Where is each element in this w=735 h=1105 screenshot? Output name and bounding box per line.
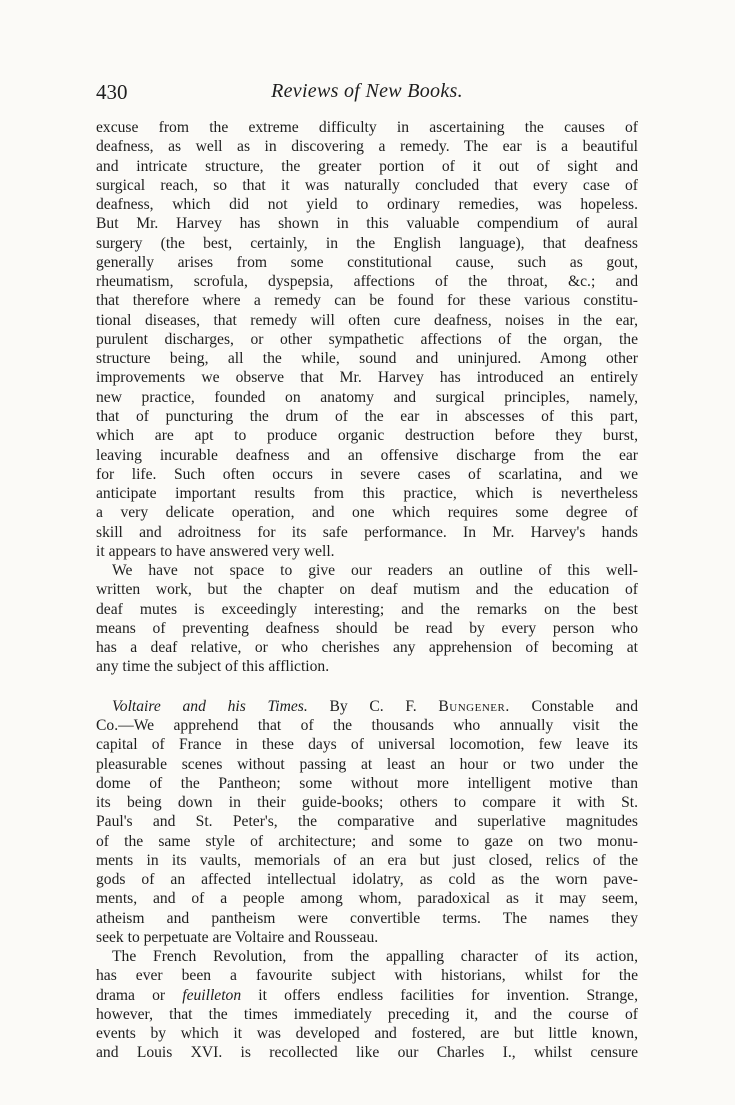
text-line: But Mr. Harvey has shown in this valuable compendium of aural bbox=[96, 215, 638, 233]
review-heading-line bbox=[96, 697, 638, 716]
text-line: anticipate important results from this practice, which is nevertheless bbox=[96, 485, 638, 503]
text-line: structure being, all the while, sound and uninjured. Among other bbox=[96, 350, 638, 368]
text-line: ments, and of a people among whom, paradoxical as it may seem, bbox=[96, 890, 638, 908]
text-line: dome of the Pantheon; some without more intelligent motive than bbox=[96, 774, 638, 792]
text-line: a very delicate operation, and one which requires some degree of bbox=[96, 504, 638, 522]
review-voltaire bbox=[96, 697, 638, 947]
text-line: seek to perpetuate are Voltaire and Rousseau. bbox=[96, 928, 379, 946]
text-line: that of puncturing the drum of the ear in abscesses of this part, bbox=[96, 407, 638, 425]
text-line: purulent discharges, or other sympathetic affections of the organ, the bbox=[96, 330, 638, 348]
text-line: for life. Such often occurs in severe cases of scarlatina, and we bbox=[96, 465, 638, 483]
text-line: surgical reach, so that it was naturally concluded that every case of bbox=[96, 176, 638, 194]
text-span: it offers endless facilities for invention. Strange, bbox=[258, 986, 638, 1004]
text-line: leaving incurable deafness and an offensive discharge from the ear bbox=[96, 446, 638, 464]
italic-word: feuilleton bbox=[182, 986, 242, 1004]
text-line: has a deaf relative, or who cherishes any apprehension of becoming at bbox=[96, 639, 638, 657]
text-line: ments in its vaults, memorials of an era but just closed, relics of the bbox=[96, 851, 638, 869]
text-line: Paul's and St. Peter's, the comparative and superlative magnitudes bbox=[96, 813, 638, 831]
text-line: deafness, which did not yield to ordinary remedies, was hopeless. bbox=[96, 196, 638, 214]
text-line: its being down in their guide-books; others to compare it with St. bbox=[96, 794, 638, 812]
section-gap bbox=[96, 677, 638, 697]
running-title: Reviews of New Books. bbox=[271, 80, 463, 102]
text-line: atheism and pantheism were convertible terms. The names they bbox=[96, 909, 638, 927]
text-line: means of preventing deafness should be read by every person who bbox=[96, 619, 638, 637]
text-line: new practice, founded on anatomy and surgical principles, namely, bbox=[96, 388, 638, 406]
text-line: excuse from the extreme difficulty in ascertaining the causes of bbox=[96, 119, 638, 136]
text-line: it appears to have answered very well. bbox=[96, 542, 335, 560]
page-header bbox=[96, 80, 638, 110]
author-name: Bungener. bbox=[438, 697, 510, 715]
text-span: drama or bbox=[96, 986, 166, 1004]
text-line: surgery (the best, certainly, in the English language), that deafness bbox=[96, 234, 638, 252]
text-line: skill and adroitness for its safe performance. In Mr. Harvey's hands bbox=[96, 523, 638, 541]
text-line: that therefore where a remedy can be found for these various constitu- bbox=[96, 292, 638, 310]
text-line: events by which it was developed and fostered, are but little known, bbox=[96, 1025, 638, 1043]
text-line: rheumatism, scrofula, dyspepsia, affections of the throat, &c.; and bbox=[96, 273, 638, 291]
text-line: gods of an affected intellectual idolatry, as cold as the worn pave- bbox=[96, 871, 638, 889]
paragraph-hearing bbox=[96, 118, 638, 561]
text-line: pleasurable scenes without passing at least an hour or two under the bbox=[96, 755, 638, 773]
text-line: We have not space to give our readers an outline of this well- bbox=[112, 562, 638, 580]
publisher: Constable and bbox=[531, 697, 638, 715]
text-line: deafness, as well as in discovering a remedy. The ear is a beautiful bbox=[96, 138, 638, 156]
text-line: and Louis XVI. is recollected like our Charles I., whilst censure bbox=[96, 1044, 638, 1062]
by-line: By C. F. bbox=[329, 697, 417, 715]
text-line: which are apt to produce organic destruction before they burst, bbox=[96, 427, 638, 445]
text-line: however, that the times immediately preceding it, and the course of bbox=[96, 1005, 638, 1023]
text-line: improvements we observe that Mr. Harvey has introduced an entirely bbox=[96, 369, 638, 387]
text-line: has ever been a favourite subject with historians, whilst for the bbox=[96, 967, 638, 985]
book-title: Voltaire and his Times. bbox=[112, 697, 308, 715]
page-number: 430 bbox=[96, 80, 128, 104]
text-line: deaf mutes is exceedingly interesting; and the remarks on the best bbox=[96, 600, 638, 618]
text-line: The French Revolution, from the appalling character of its action, bbox=[112, 948, 638, 966]
text-line: capital of France in these days of universal locomotion, few leave its bbox=[96, 736, 638, 754]
body-text bbox=[96, 118, 638, 1063]
paragraph-french-revolution bbox=[96, 947, 638, 1063]
paragraph-deaf-mutism bbox=[96, 561, 638, 677]
text-line bbox=[96, 986, 638, 1005]
text-line: tional diseases, that remedy will often cure deafness, noises in the ear, bbox=[96, 311, 638, 329]
text-line: Co.—We apprehend that of the thousands who annually visit the bbox=[96, 716, 638, 734]
text-line: written work, but the chapter on deaf mutism and the education of bbox=[96, 581, 638, 599]
text-line: and intricate structure, the greater portion of it out of sight and bbox=[96, 157, 638, 175]
text-line: any time the subject of this affliction. bbox=[96, 658, 330, 676]
text-line: generally arises from some constitutional cause, such as gout, bbox=[96, 253, 638, 271]
text-line: of the same style of architecture; and some to gaze on two monu- bbox=[96, 832, 638, 850]
